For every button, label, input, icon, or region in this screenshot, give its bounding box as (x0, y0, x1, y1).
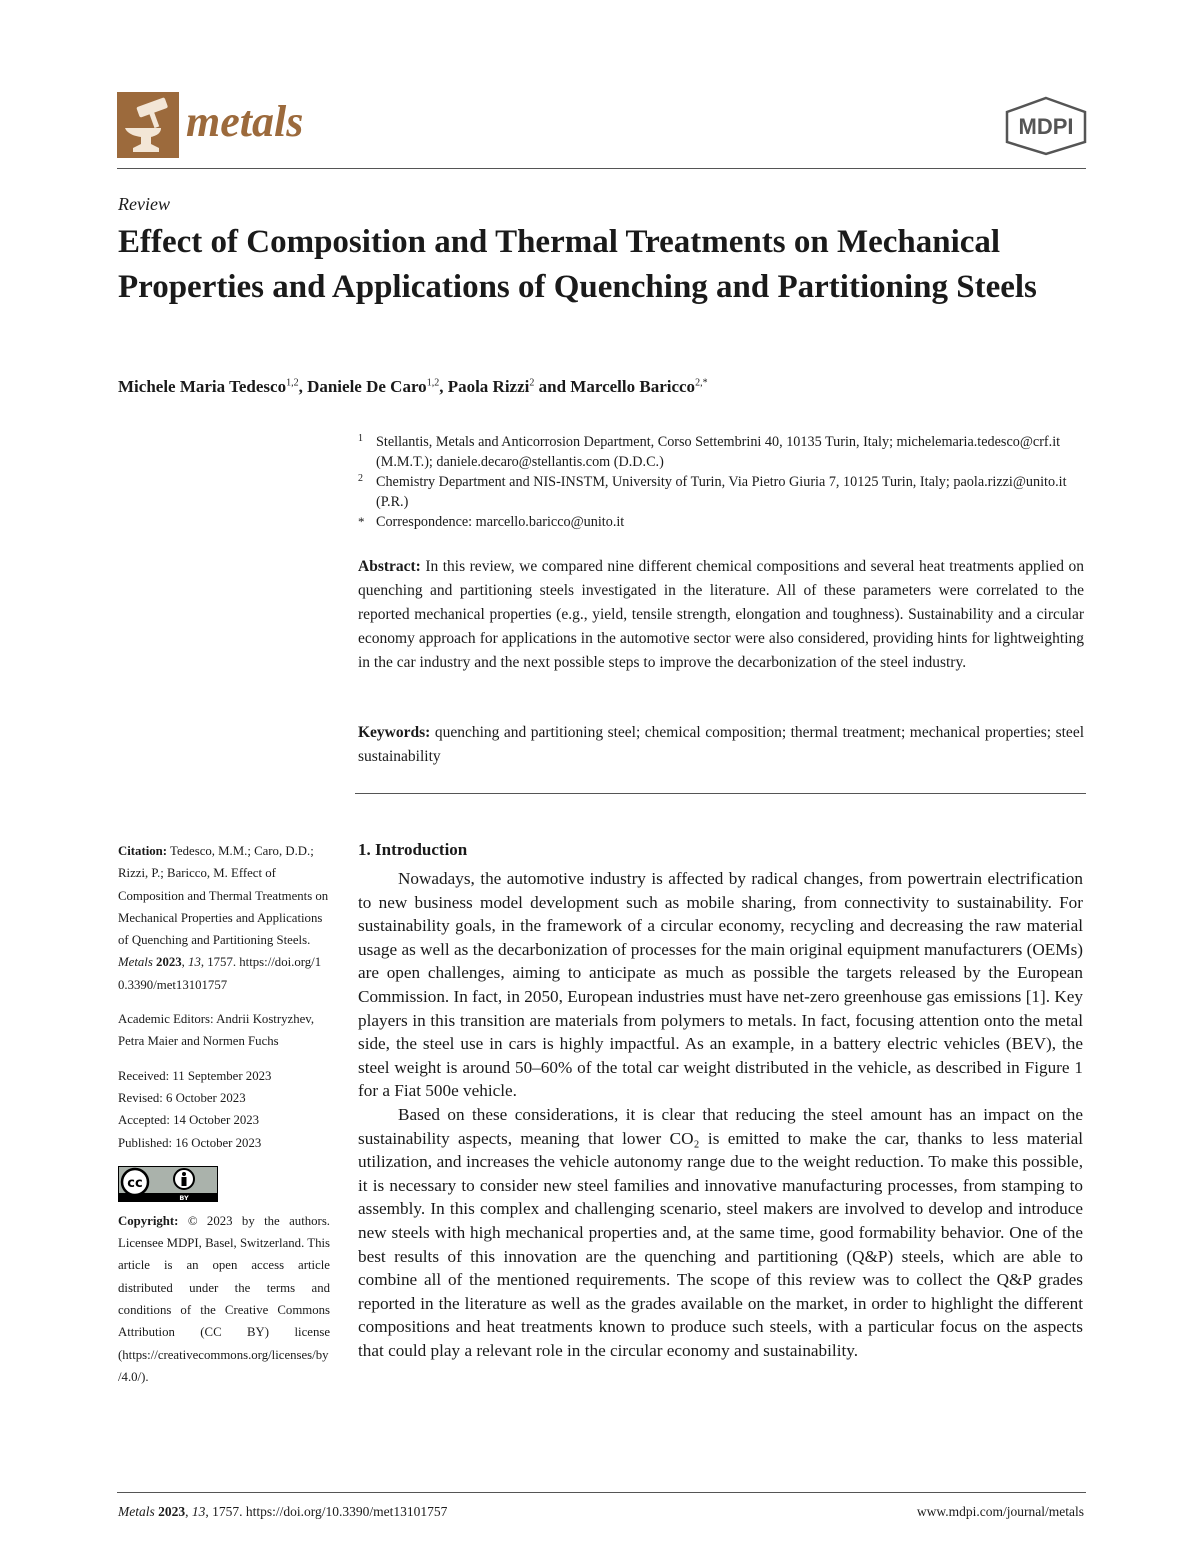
author-affiliation-mark: 2,* (695, 377, 708, 389)
copyright-notice (118, 1210, 330, 1388)
body-text (358, 867, 1083, 1362)
author-separator: , (298, 377, 308, 396)
citation-year: 2023 (156, 955, 182, 970)
abstract-divider (355, 793, 1086, 794)
date-revised: Revised: 6 October 2023 (118, 1090, 246, 1105)
journal-logo-icon (117, 92, 179, 158)
author-affiliation-mark: 1,2 (286, 377, 299, 389)
author-name: Paola Rizzi (447, 377, 530, 396)
affiliation-mark: 1 (358, 433, 363, 444)
copyright-label: Copyright: (118, 1213, 179, 1228)
author-list (118, 377, 708, 397)
publisher-name: MDPI (1018, 114, 1074, 139)
header-divider (117, 168, 1086, 169)
article-type: Review (118, 194, 170, 214)
author-separator: and (534, 377, 571, 396)
affiliation-item (358, 432, 1088, 472)
date-accepted: Accepted: 14 October 2023 (118, 1113, 260, 1128)
footer-divider (117, 1492, 1086, 1493)
affiliation-mark: * (358, 514, 365, 529)
footer-journal-url[interactable]: www.mdpi.com/journal/metals (916, 1504, 1084, 1519)
author-separator: , (439, 377, 448, 396)
affiliation-mark: 2 (358, 473, 363, 484)
academic-editors: Academic Editors: Andrii Kostryzhev, Petra Maier and Normen Fuchs (118, 1012, 315, 1049)
author-name: Marcello Baricco (570, 377, 696, 396)
body-paragraph: Nowadays, the automotive industry is affected by radical changes, from powertrain electrification to new business model development such as mobile sharing, from connectivity to sustainability. For sustainability goals, in the framework of a circular economy, recycling and decreasing the raw material usage as well as the decarbonization of processes for the main original equipment manufacturers (OEMs) are open challenges, aiming to anticipate as much as possible the targets released by the European Commission. In fact, in 2050, European industries must have net-zero greenhouse gas emissions [1]. Key players in this transition are materials from polymers to metals. In fact, focusing attention onto the metal side, the steel use in cars is highly impactful. As an example, in a battery electric vehicles (BEV), the steel weight is around 50–60% of the total car weight distributed in the vehicle, as described in Figure 1 for a Fiat 500e vehicle. (358, 869, 1083, 1101)
body-paragraph: Based on these considerations, it is clear that reducing the steel amount has an impact on the sustainability aspects, meaning that lower CO₂ is emitted to make the car, thanks to less material utilization, and increases the vehicle autonomy range due to the weight reduction. To make this possible, it is necessary to consider new steel families and innovative manufacturing processes, from stamping to assembly. In this complex and challenging scenario, steel makers are involved to develop and introduce new steels with high mechanical properties and, at the same time, good formability behavior. One of the best results of this innovation are the quenching and partitioning (Q&P) steels, which are able to combine all of the mentioned requirements. The scope of this review was to collect the Q&P grades reported in the literature as well as the grades available on the market, in order to highlight the different compositions and heat treatments known to produce such steels, with a particular focus on the aspects that could play a relevant role in the circular economy and sustainability. (358, 1104, 1083, 1360)
author-name: Michele Maria Tedesco (118, 377, 287, 396)
cc-by-license-icon[interactable] (118, 1166, 218, 1202)
section-heading: 1. Introduction (358, 840, 468, 859)
affiliation-item (358, 512, 1088, 532)
publication-dates (118, 1065, 330, 1154)
footer-citation: Metals 2023, 13, 1757. https://doi.org/10.3390/met13101757 (118, 1504, 448, 1519)
abstract-label: Abstract: (358, 558, 421, 575)
journal-name: metals (186, 97, 304, 146)
abstract-text: In this review, we compared nine different chemical compositions and several heat treatments applied on quenching and partitioning steels investigated in the literature. All of these parameters were correlated to the reported mechanical properties (e.g., yield, tensile strength, elongation and toughness). Sustainability and a circular economy approach for applications in the automotive sector were also considered, providing hints for lightweighting in the car industry and the next possible steps to improve the decarbonization of the steel industry. (358, 558, 1084, 671)
publisher-logo (1003, 96, 1089, 156)
footer-journal: Metals (118, 1504, 155, 1519)
citation-pages: 1757. (207, 955, 237, 970)
citation-text: Tedesco, M.M.; Caro, D.D.; Rizzi, P.; Baricco, M. Effect of Composition and Thermal Treatments on Mechanical Properties and Applications of Quenching and Partitioning Steels. (118, 844, 329, 948)
keywords-label: Keywords: (358, 724, 431, 741)
citation-block: Citation: Tedesco, M.M.; Caro, D.D.; Rizzi, P.; Baricco, M. Effect of Composition and Thermal Treatments on Mechanical Properties and Applications of Quenching and Partitioning Steels. Metals 2023, 13, 1757. https://doi.org/10.3390/met13101757 (118, 844, 329, 992)
sidebar (118, 840, 330, 1388)
author-affiliation-mark: 2 (529, 377, 535, 389)
svg-text:cc: cc (127, 1175, 143, 1191)
cc-badge-label: BY (179, 1193, 189, 1202)
footer-doi: , 1757. https://doi.org/10.3390/met13101757 (205, 1504, 448, 1519)
author-name: Daniele De Caro (307, 377, 427, 396)
keywords (358, 721, 1084, 769)
date-received: Received: 11 September 2023 (118, 1068, 272, 1083)
footer-volume: 13 (191, 1504, 206, 1519)
affiliation-item (358, 472, 1088, 512)
author-affiliation-mark: 1,2 (426, 377, 440, 389)
citation-volume: 13 (188, 955, 201, 970)
article-title: Effect of Composition and Thermal Treatments on Mechanical Properties and Applications of Quenching and Partitioning Steels (118, 224, 1037, 305)
affiliation-text: Stellantis, Metals and Anticorrosion Department, Corso Settembrini 40, 10135 Turin, Italy; michelemaria.tedesco@crf.it (M.M.T.); daniele.decaro@stellantis.com (D.D.C.) (376, 434, 1061, 470)
citation-doi-link[interactable]: https://doi.org/10.3390/met13101757 (118, 955, 322, 992)
footer-year: 2023 (158, 1504, 186, 1519)
keywords-text: quenching and partitioning steel; chemical composition; thermal treatment; mechanical properties; steel sustainability (358, 724, 1085, 765)
copyright-text: © 2023 by the authors. Licensee MDPI, Basel, Switzerland. This article is an open access article distributed under the terms and conditions of the Creative Commons Attribution (CC BY) license (https://creativecommons.org/licenses/by/4.0/). (118, 1213, 330, 1384)
affiliation-text: Chemistry Department and NIS-INSTM, University of Turin, Via Pietro Giuria 7, 10125 Turin, Italy; paola.rizzi@unito.it (P.R.) (376, 474, 1067, 510)
citation-journal: Metals (118, 955, 153, 970)
citation-label: Citation: (118, 844, 168, 858)
affiliation-text: Correspondence: marcello.baricco@unito.it (376, 514, 625, 530)
date-published: Published: 16 October 2023 (118, 1135, 262, 1150)
affiliations (358, 432, 1088, 532)
abstract (358, 555, 1084, 675)
